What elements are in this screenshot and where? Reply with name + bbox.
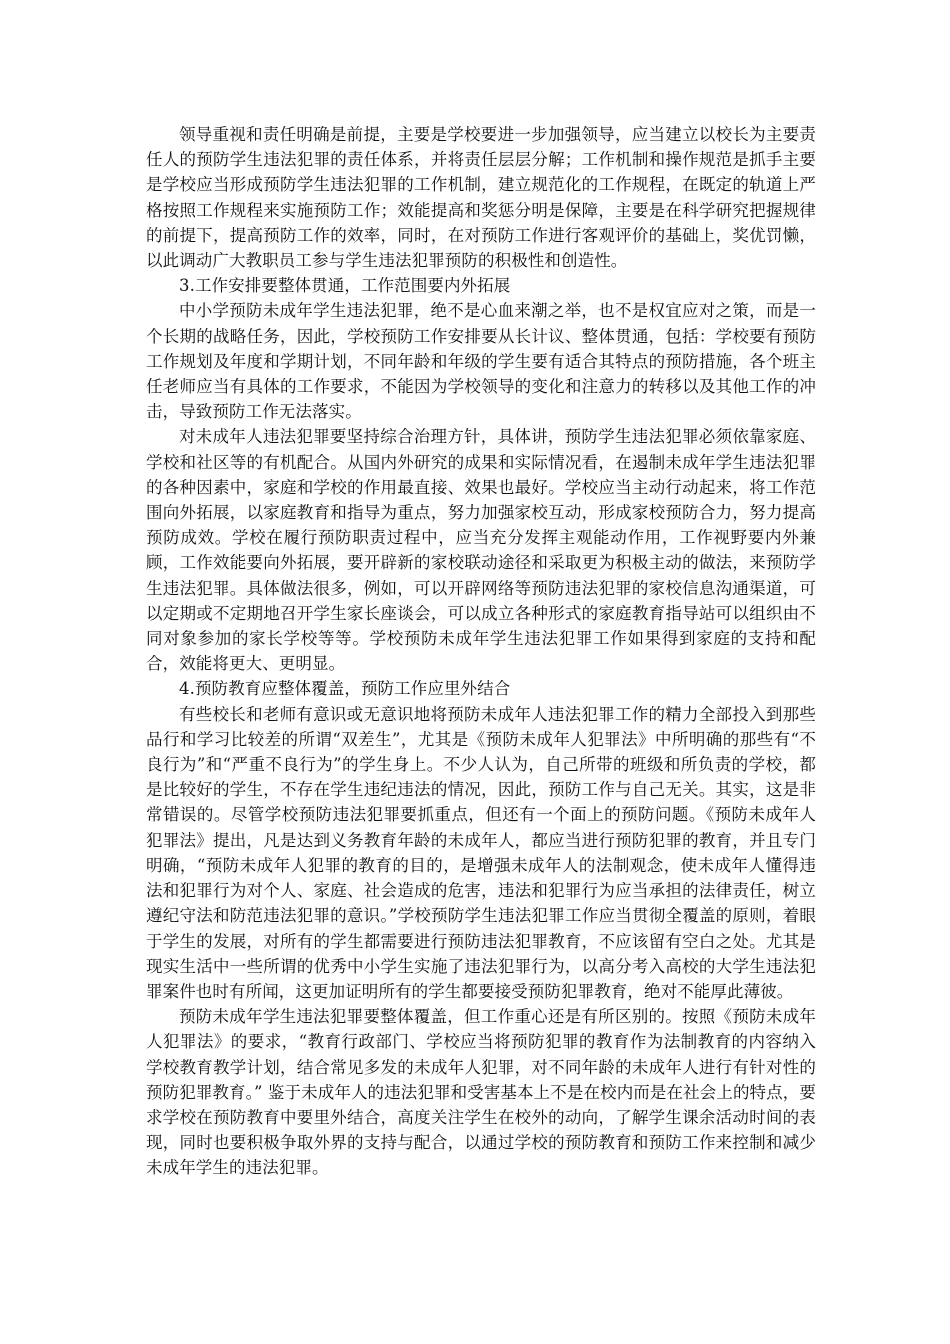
section-heading-3: 3.工作安排要整体贯通，工作范围要内外拓展 — [179, 276, 511, 296]
paragraph-long-term-planning: 中小学预防未成年学生违法犯罪，绝不是心血来潮之举，也不是权宜应对之策，而是一个长期的战略任务，因此，学校预防工作安排要从长计议、整体贯通，包括：学校要有预防工作规划及年度和学期计划，不同年龄和年级的学生要有适合其特点的预防措施，各个班主任老师应当有具体的工作要求，不能因为学校领导的变化和注意力的转移以及其他工作的冲击，导致预防工作无法落实。 — [146, 301, 816, 422]
document-body — [146, 122, 816, 1181]
section-heading-4: 4.预防教育应整体覆盖，预防工作应里外结合 — [179, 679, 511, 699]
paragraph-comprehensive-governance: 对未成年人违法犯罪要坚持综合治理方针，具体讲，预防学生违法犯罪必须依靠家庭、学校和社区等的有机配合。从国内外研究的成果和实际情况看，在遏制未成年学生违法犯罪的各种因素中，家庭和学校的作用最直接、效果也最好。学校应当主动行动起来，将工作范围向外拓展，以家庭教育和指导为重点，努力加强家校互动，形成家校预防合力，努力提高预防成效。学校在履行预防职责过程中，应当充分发挥主观能动作用，工作视野要内外兼顾，工作效能要向外拓展，要开辟新的家校联动途径和采取更为积极主动的做法，来预防学生违法犯罪。具体做法很多，例如，可以开辟网络等预防违法犯罪的家校信息沟通渠道，可以定期或不定期地召开学生家长座谈会，可以成立各种形式的家庭教育指导站可以组织由不同对象参加的家长学校等等。学校预防未成年学生违法犯罪工作如果得到家庭的支持和配合，效能将更大、更明显。 — [146, 427, 816, 674]
paragraph-leadership: 领导重视和责任明确是前提，主要是学校要进一步加强领导，应当建立以校长为主要责任人的预防学生违法犯罪的责任体系，并将责任层层分解；工作机制和操作规范是抓手主要是学校应当形成预防学生违法犯罪的工作机制，建立规范化的工作规程，在既定的轨道上严格按照工作规程来实施预防工作；效能提高和奖惩分明是保障，主要是在科学研究把握规律的前提下，提高预防工作的效率，同时，在对预防工作进行客观评价的基础上，奖优罚懒，以此调动广大教职员工参与学生违法犯罪预防的积极性和创造性。 — [146, 125, 816, 271]
paragraph-inside-outside: 预防未成年学生违法犯罪要整体覆盖，但工作重心还是有所区别的。按照《预防未成年人犯罪法》的要求，“教育行政部门、学校应当将预防犯罪的教育作为法制教育的内容纳入学校教育教学计划，结合常见多发的未成年人犯罪，对不同年龄的未成年人进行有针对性的预防犯罪教育。” 鉴于未成年人的违法犯罪和受害基本上不是在校内而是在社会上的特点，要求学校在预防教育中要里外结合，高度关注学生在校外的动向，了解学生课余活动时间的表现，同时也要积极争取外界的支持与配合，以通过学校的预防教育和预防工作来控制和减少未成年学生的违法犯罪。 — [146, 1007, 816, 1178]
paragraph-full-coverage: 有些校长和老师有意识或无意识地将预防未成年人违法犯罪工作的精力全部投入到那些品行和学习比较差的所谓“双差生”，尤其是《预防未成年人犯罪法》中所明确的那些有“不良行为”和“严重不良行为”的学生身上。不少人认为，自己所带的班级和所负责的学校，都是比较好的学生，不存在学生违纪违法的情况，因此，预防工作与自己无关。其实，这是非常错误的。尽管学校预防违法犯罪要抓重点，但还有一个面上的预防问题。《预防未成年人犯罪法》提出，凡是达到义务教育年龄的未成年人，都应当进行预防犯罪的教育，并且专门明确，“预防未成年人犯罪的教育的目的，是增强未成年人的法制观念，使未成年人懂得违法和犯罪行为对个人、家庭、社会造成的危害，违法和犯罪行为应当承担的法律责任，树立遵纪守法和防范违法犯罪的意识。”学校预防学生违法犯罪工作应当贯彻全覆盖的原则，着眼于学生的发展，对所有的学生都需要进行预防违法犯罪教育，不应该留有空白之处。尤其是现实生活中一些所谓的优秀中小学生实施了违法犯罪行为，以高分考入高校的大学生违法犯罪案件也时有所闻，这更加证明所有的学生都要接受预防犯罪教育，绝对不能厚此薄彼。 — [146, 704, 816, 1001]
